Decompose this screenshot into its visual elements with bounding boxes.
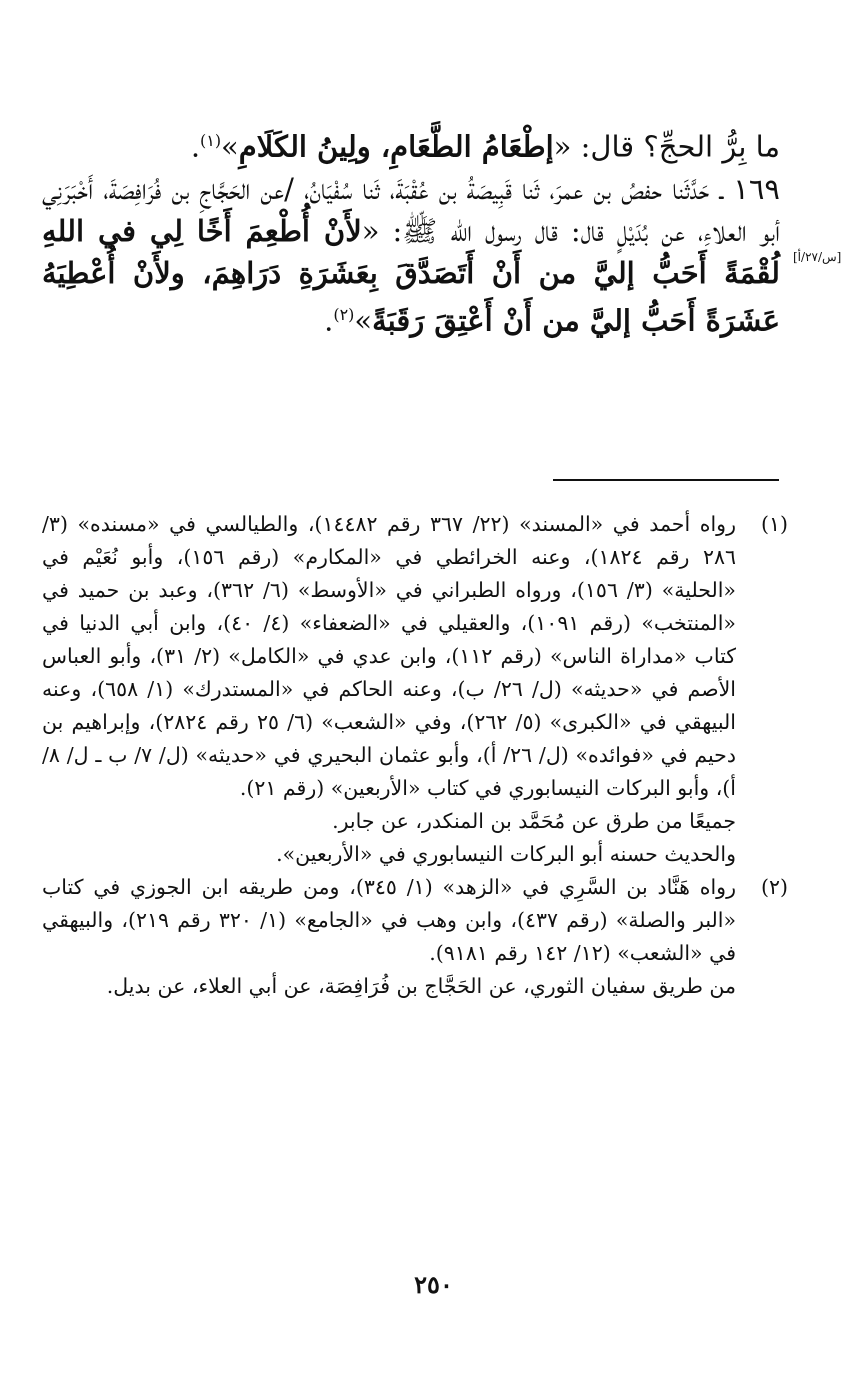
para1-stop: . [190, 129, 201, 164]
footnote-1-grading: والحديث حسنه أبو البركات النيسابوري في «الأربعين». [276, 842, 736, 866]
footnote-number: (٢) [760, 875, 788, 899]
para1-intro: ما بِرُّ الحجِّ؟ قال: « [553, 129, 780, 164]
footnote-ref-2[interactable]: (٢) [333, 304, 355, 324]
footnote-2-chain: من طريق سفيان الثوري، عن الحَجَّاج بن فُرَافِصَة، عن أبي العلاء، عن بديل. [106, 974, 736, 998]
footnote-1 [42, 508, 788, 871]
hadith-text [42, 120, 780, 341]
hadith-matn: لأَنْ أُطْعِمَ أَخًا لِي في اللهِ لُقْمَةً أَحَبُّ إليَّ من أَنْ أَتَصَدَّقَ بِعَشَرَةِ دَرَاهِمَ، ولأَنْ أُعْطِيَهُ عَشَرَةً أَحَبُّ إليَّ من أَنْ أَعْتِقَ رَقَبَةً [42, 213, 780, 338]
footnote-2-sources: رواه هَنَّاد بن السَّرِي في «الزهد» (١/ ٣٤٥)، ومن طريقه ابن الجوزي في كتاب «البر والصلة» (رقم ٤٣٧)، وابن وهب في «الجامع» (١/ ٣٢٠ رقم ٢١٩)، والبيهقي في «الشعب» (١٢/ ١٤٢ رقم ٩١٨١). [42, 875, 736, 965]
manuscript-folio-marker: [س/٢٧/أ] [793, 250, 842, 264]
footnote-number: (١) [760, 512, 788, 536]
footnote-1-sources: رواه أحمد في «المسند» (٢٢/ ٣٦٧ رقم ١٤٤٨٢)، والطيالسي في «مسنده» (٣/ ٢٨٦ رقم ١٨٢٤)، وعنه الخرائطي في «المكارم» (رقم ١٥٦)، وأبو نُعَيْم في «الحلية» (٣/ ١٥٦)، ورواه الطبراني في «الأوسط» (٦/ ٣٦٢)، وعبد بن حميد في «المنتخب» (رقم ١٠٩١)، والعقيلي في «الضعفاء» (٤/ ٤٠)، وابن أبي الدنيا في كتاب «مداراة الناس» (رقم ١١٢)، وابن عدي في «الكامل» (٢/ ٣١)، وأبو العباس الأصم في «حديثه» (ل/ ٢٦/ ب)، وعنه الحاكم في «المستدرك» (١/ ٦٥٨)، وعنه البيهقي في «الكبرى» (٥/ ٢٦٢)، وفي «الشعب» (٦/ ٢٥ رقم ٢٨٢٤)، وإبراهيم بن دحيم في «فوائده» (ل/ ٢٦/ أ)، وأبو عثمان البحيري في «حديثه» (ل/ ٧/ ب ـ ل/ ٨/ أ)، وأبو البركات النيسابوري في كتاب «الأربعين» (رقم ٢١). [42, 512, 737, 800]
paragraph-1 [42, 120, 780, 168]
page-number: ٢٥٠ [414, 1270, 453, 1299]
footnote-divider [553, 479, 779, 481]
footnote-2 [42, 871, 788, 1003]
para1-quote-close: » [221, 129, 239, 164]
paragraph-169 [42, 168, 780, 342]
isnad-text: ١٦٩ ـ حَدَّثَنا حفصُ بن عمرَ، ثَنا قَبِيصَةُ بن عُقْبَةَ، ثَنا سُفْيَانُ، /عن الحَجَّاجِ بن فُرَافِصَةَ، أَخْبَرَنِي أبو العلاءِ، عن بُدَيْلٍ قال: قال رسول الله ﷺ: « [42, 171, 780, 248]
hadith-quote-close: » [354, 303, 373, 338]
para1-quote: إطْعَامُ الطَّعَامِ، ولِينُ الكَلَامِ [238, 129, 554, 164]
footnotes [42, 508, 788, 1003]
footnote-1-chain: جميعًا من طرق عن مُحَمَّد بن المنكدر، عن جابر. [332, 809, 736, 833]
para2-stop: . [324, 303, 334, 338]
footnote-ref-1[interactable]: (١) [200, 131, 222, 150]
